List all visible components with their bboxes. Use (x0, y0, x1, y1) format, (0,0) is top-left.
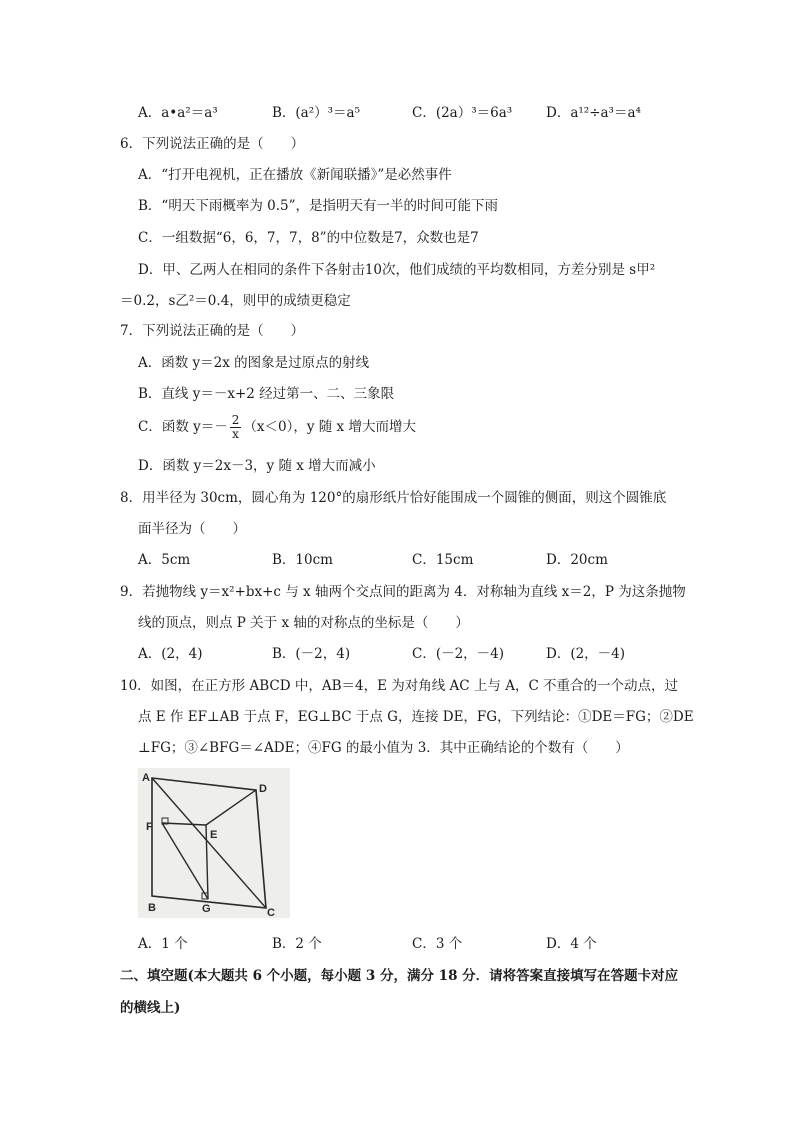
q7-option-c-prefix: C．函数 y＝－ (138, 419, 228, 435)
q7-option-d: D．函数 y＝2x－3，y 随 x 增大而减小 (138, 458, 376, 474)
q8-option-b: B．10cm (272, 552, 333, 568)
q10-option-a: A．1 个 (138, 936, 188, 952)
label-c: C (267, 907, 275, 918)
q10-square-figure (138, 768, 290, 918)
q8-line1: 8．用半径为 30cm，圆心角为 120°的扇形纸片恰好能围成一个圆锥的侧面，则这个圆锥底 (120, 490, 667, 506)
q5-option-b: B．(a²）³＝a⁵ (272, 105, 361, 121)
q10-line1: 10．如图，在正方形 ABCD 中，AB＝4，E 为对角线 AC 上与 A，C 不重合的一个动点，过 (120, 678, 679, 694)
q7-fraction (230, 414, 242, 441)
q9-line2: 线的顶点，则点 P 关于 x 轴的对称点的坐标是（ ） (138, 615, 469, 631)
label-b: B (148, 902, 156, 914)
q7-option-c-suffix: （x＜0），y 随 x 增大而增大 (243, 419, 416, 435)
figure-background (138, 768, 290, 918)
q10-line3: ⊥FG；③∠BFG＝∠ADE；④FG 的最小值为 3．其中正确结论的个数有（ ） (138, 740, 629, 756)
section2-heading-line2: 的横线上) (120, 1000, 181, 1016)
q6-option-d-line1: D．甲、乙两人在相同的条件下各射击10次，他们成绩的平均数相同，方差分别是 s甲² (138, 262, 656, 278)
q8-option-d: D．20cm (546, 552, 608, 568)
q10-option-b: B．2 个 (272, 936, 322, 952)
q7-fraction-denominator: x (232, 427, 239, 441)
q9-option-c: C．(－2，－4) (412, 646, 505, 662)
q10-figure-svg (138, 768, 290, 918)
q10-line2: 点 E 作 EF⊥AB 于点 F，EG⊥BC 于点 G，连接 DE，FG，下列结论：①DE＝FG；②DE (138, 709, 694, 725)
label-d: D (259, 783, 267, 795)
label-g: G (202, 903, 211, 915)
q6-stem: 6．下列说法正确的是（ ） (120, 136, 305, 152)
q9-option-d: D．(2，－4) (546, 646, 626, 662)
q9-line1: 9．若抛物线 y＝x²+bx+c 与 x 轴两个交点间的距离为 4．对称轴为直线 x＝2，P 为这条抛物 (120, 584, 686, 600)
section2-heading-line1: 二、填空题(本大题共 6 个小题，每小题 3 分，满分 18 分．请将答案直接填写在答题卡对应 (120, 968, 679, 984)
q7-stem: 7．下列说法正确的是（ ） (120, 323, 305, 339)
q8-option-a: A．5cm (138, 552, 191, 568)
q9-option-b: B．(－2，4) (272, 646, 351, 662)
q6-option-a: A．“打开电视机，正在播放《新闻联播》”是必然事件 (138, 167, 452, 183)
q5-option-d: D．a¹²÷a³＝a⁴ (546, 105, 641, 121)
label-f: F (146, 821, 153, 833)
q6-option-d-line2: ＝0.2，s乙²＝0.4，则甲的成绩更稳定 (120, 293, 351, 309)
q5-option-c: C．(2a）³＝6a³ (412, 105, 513, 121)
q10-option-c: C．3 个 (412, 936, 463, 952)
q9-option-a: A．(2，4) (138, 646, 203, 662)
q5-option-a: A．a•a²＝a³ (138, 105, 218, 121)
q6-option-c: C．一组数据“6，6，7，7，8”的中位数是7，众数也是7 (138, 230, 479, 246)
q6-option-b: B．“明天下雨概率为 0.5”，是指明天有一半的时间可能下雨 (138, 198, 498, 214)
q10-option-d: D．4 个 (546, 936, 597, 952)
label-e: E (210, 829, 218, 841)
q7-option-c (138, 412, 416, 442)
q7-fraction-numerator: 2 (231, 413, 240, 427)
q8-option-c: C．15cm (412, 552, 474, 568)
q8-line2: 面半径为（ ） (138, 521, 246, 537)
q7-option-b: B．直线 y＝－x+2 经过第一、二、三象限 (138, 386, 395, 402)
label-a: A (142, 772, 150, 784)
q7-option-a: A．函数 y＝2x 的图象是过原点的射线 (138, 355, 370, 371)
